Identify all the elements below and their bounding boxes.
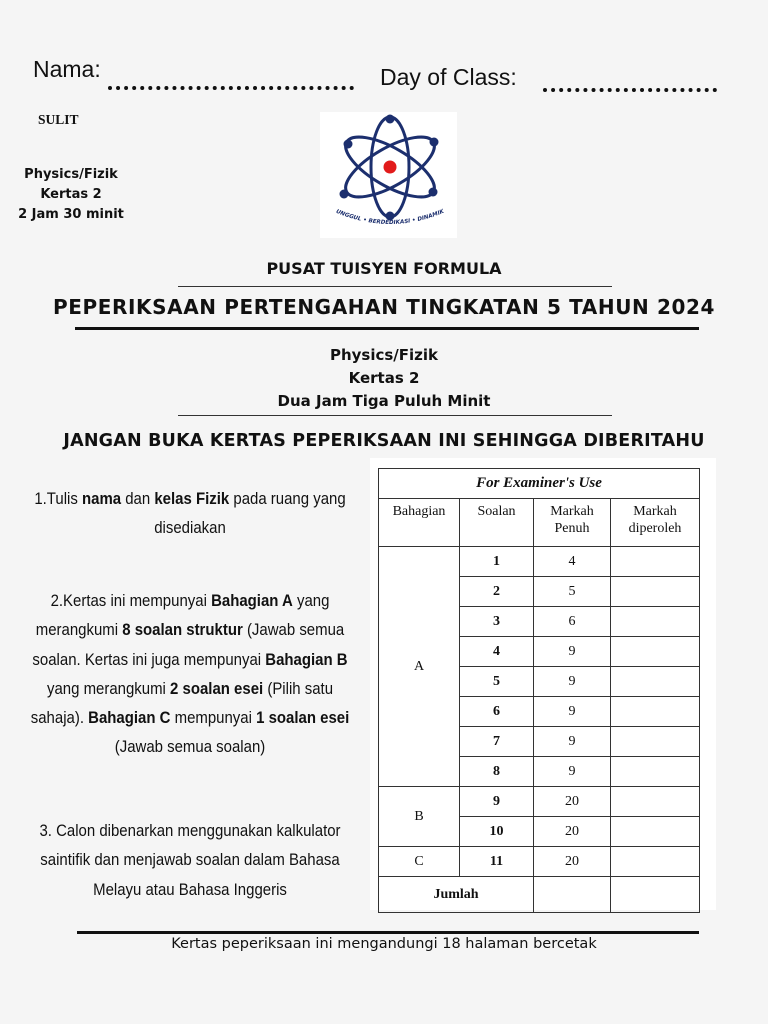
question-number: 4 — [460, 637, 534, 667]
instruction-3: 3. Calon dibenarkan menggunakan kalkulator saintifik dan menjawab soalan dalam Bahasa Melayu atau Bahasa Inggeris — [39, 821, 341, 899]
question-number: 11 — [460, 847, 534, 877]
marks-obtained-cell[interactable] — [611, 757, 700, 787]
question-number: 9 — [460, 787, 534, 817]
do-not-open-warning: JANGAN BUKA KERTAS PEPERIKSAAN INI SEHINGGA DIBERITAHU — [63, 431, 705, 451]
full-marks: 20 — [534, 817, 611, 847]
page-count-note: Kertas peperiksaan ini mengandungi 18 halaman bercetak — [171, 936, 597, 952]
table-row — [379, 547, 700, 577]
examiners-use-table — [370, 458, 716, 910]
question-number: 2 — [460, 577, 534, 607]
table-caption: For Examiner's Use — [379, 469, 700, 499]
paper-duration: 2 Jam 30 minit — [18, 207, 124, 222]
marks-obtained-cell[interactable] — [611, 817, 700, 847]
full-marks: 20 — [534, 847, 611, 877]
header-markah-diperoleh: Markah diperoleh — [611, 499, 700, 547]
tuition-centre-name: PUSAT TUISYEN FORMULA — [266, 259, 502, 278]
header-bahagian: Bahagian — [379, 499, 460, 547]
full-marks: 20 — [534, 787, 611, 817]
total-full-marks-cell — [534, 877, 611, 913]
paper-subject: Physics/Fizik — [24, 167, 118, 182]
total-label: Jumlah — [379, 877, 534, 913]
full-marks: 9 — [534, 757, 611, 787]
marks-obtained-cell[interactable] — [611, 547, 700, 577]
instruction-1: 1.Tulis nama dan kelas Fizik pada ruang yang disediakan — [34, 489, 346, 538]
section-b: B — [379, 787, 460, 847]
full-marks: 9 — [534, 667, 611, 697]
paper-info — [10, 165, 132, 225]
question-number: 8 — [460, 757, 534, 787]
school-logo — [320, 112, 457, 238]
question-number: 10 — [460, 817, 534, 847]
full-marks: 9 — [534, 697, 611, 727]
total-row — [379, 877, 700, 913]
divider — [178, 286, 612, 287]
name-label: Nama: — [33, 56, 101, 82]
full-marks: 9 — [534, 637, 611, 667]
instruction-2: 2.Kertas ini mempunyai Bahagian A yang merangkumi 8 soalan struktur (Jawab semua soalan. Kertas ini juga mempunyai Bahagian B yang merangkumi 2 soalan esei (Pilih satu sahaja). Bahagian C mempunyai 1 soalan esei (Jawab semua soalan) — [30, 591, 350, 757]
header-markah-penuh: Markah Penuh — [534, 499, 611, 547]
exam-title: PEPERIKSAAN PERTENGAHAN TINGKATAN 5 TAHUN 2024 — [52, 295, 716, 319]
divider-thick — [75, 327, 699, 330]
question-number: 3 — [460, 607, 534, 637]
question-number: 5 — [460, 667, 534, 697]
exam-subject: Physics/Fizik — [329, 346, 439, 364]
paper-number: Kertas 2 — [40, 187, 102, 202]
marks-obtained-cell[interactable] — [611, 787, 700, 817]
atom-logo-icon — [320, 112, 457, 238]
table-row — [379, 787, 700, 817]
full-marks: 5 — [534, 577, 611, 607]
day-of-class-blank[interactable] — [543, 74, 717, 92]
marks-obtained-cell[interactable] — [611, 667, 700, 697]
exam-duration: Dua Jam Tiga Puluh Minit — [277, 392, 491, 410]
marks-obtained-cell[interactable] — [611, 577, 700, 607]
section-c: C — [379, 847, 460, 877]
table-row — [379, 847, 700, 877]
sulit-label: SULIT — [38, 112, 79, 127]
marks-obtained-cell[interactable] — [611, 607, 700, 637]
name-blank[interactable] — [108, 68, 354, 90]
section-a: A — [379, 547, 460, 787]
full-marks: 9 — [534, 727, 611, 757]
marks-obtained-cell[interactable] — [611, 727, 700, 757]
question-number: 6 — [460, 697, 534, 727]
marks-obtained-cell[interactable] — [611, 697, 700, 727]
full-marks: 4 — [534, 547, 611, 577]
question-number: 7 — [460, 727, 534, 757]
marks-obtained-cell[interactable] — [611, 637, 700, 667]
marks-obtained-cell[interactable] — [611, 847, 700, 877]
divider-thick — [77, 931, 699, 934]
question-number: 1 — [460, 547, 534, 577]
divider — [178, 415, 612, 416]
day-of-class-label: Day of Class: — [380, 64, 517, 90]
logo-motto: UNGGUL • BERDEDIKASI • DINAMIK — [334, 208, 446, 227]
exam-paper: Kertas 2 — [348, 369, 420, 387]
total-obtained-cell[interactable] — [611, 877, 700, 913]
header-soalan: Soalan — [460, 499, 534, 547]
full-marks: 6 — [534, 607, 611, 637]
